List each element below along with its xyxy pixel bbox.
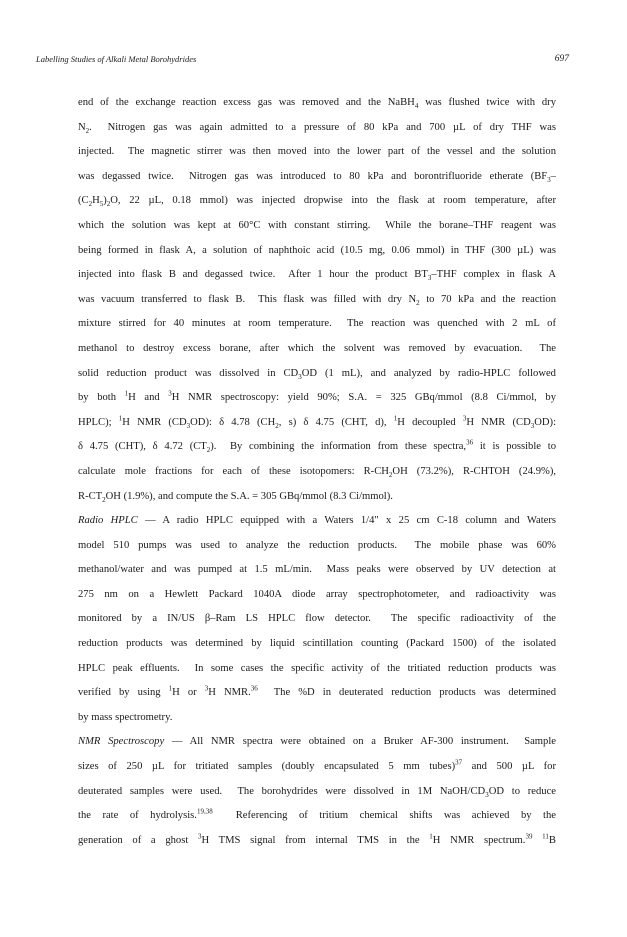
text-line: deuterated samples were used. The borohydrides were dissolved in 1M NaOH/$CD_3OD$ to reduce (78, 785, 556, 799)
text-line: Radio HPLC — A radio HPLC equipped with a Waters 1/4" x 25 cm C-18 column and Waters (78, 515, 556, 527)
text-line: methanol/water and was pumped at 1.5 mL/min. Mass peaks were observed by UV detection at (78, 564, 556, 576)
running-header (36, 54, 569, 68)
running-title: Labelling Studies of Alkali Metal Borohydrides (36, 54, 197, 64)
text-line: HPLC); $^1$H NMR $(CD_3OD)$: δ 4.78 ($CH_2$, s) δ 4.75 (CHT, d), $^1$H decoupled $^3$H NMR $(CD_3OD)$: (78, 414, 556, 430)
text-line: methanol to destroy excess borane, after which the solvent was removed by evacuation. The (78, 342, 556, 354)
text-line: end of the exchange reaction excess gas was removed and the NaBH$_4$ was flushed twice with dry (78, 97, 556, 111)
page-number: 697 (554, 54, 569, 64)
text-line: NMR Spectroscopy — All NMR spectra were obtained on a Bruker AF-300 instrument. Sample (78, 736, 556, 748)
text-line: $R-CT_2OH$ (1.9%), and compute the S.A. = 305 GBq/mmol (8.3 Ci/mmol). (78, 490, 393, 504)
text-line: was degassed twice. Nitrogen gas was introduced to 80 kPa and borontrifluoride etherate ($BF_3-$ (78, 170, 556, 184)
text-line: being formed in flask A, a solution of naphthoic acid (10.5 mg, 0.06 mmol) in THF (300 µL) was (78, 244, 556, 256)
text-line: reduction products was determined by liquid scintillation counting (Packard 1500) of the isolated (78, 638, 556, 650)
text-line: calculate mole fractions for each of these isotopomers: $R-CH_2OH$ (73.2%), R-CHTOH (24.9%), (78, 465, 556, 480)
text-line: mixture stirred for 40 minutes at room temperature. The reaction was quenched with 2 mL of (78, 318, 556, 330)
text-line: $(C_2H_5)_2O$, 22 µL, 0.18 mmol) was injected dropwise into the flask at room temperature, after (78, 195, 556, 209)
text-line: 275 nm on a Hewlett Packard 1040A diode array spectrophotometer, and radioactivity was (78, 588, 556, 600)
text-line: which the solution was kept at 60°C with constant stirring. While the borane–THF reagent was (78, 219, 556, 231)
text-line: the rate of hydrolysis.$^{19,38}$ Referencing of tritium chemical shifts was achieved by the (78, 807, 556, 822)
text-line: sizes of 250 µL for tritiated samples (doubly encapsulated 5 mm tubes)$^{37}$ and 500 µL for (78, 758, 556, 773)
text-line: by both $^1$H and $^3$H NMR spectroscopy: yield 90%; S.A. = 325 GBq/mmol (8.8 Ci/mmol, by (78, 389, 556, 404)
text-line: injected. The magnetic stirrer was then moved into the lower part of the vessel and the solution (78, 146, 556, 158)
text-line: $N_2$. Nitrogen gas was again admitted to a pressure of 80 kPa and 700 µL of dry THF was (78, 121, 556, 135)
text-line: model 510 pumps was used to analyze the reduction products. The mobile phase was 60% (78, 539, 556, 551)
text-line: injected into flask B and degassed twice. After 1 hour the product $BT_3$–THF complex in flask A (78, 269, 556, 283)
body-text (78, 91, 556, 853)
text-line: solid reduction product was dissolved in $CD_3OD$ (1 mL), and analyzed by radio-HPLC followed (78, 367, 556, 381)
text-line: was vacuum transferred to flask B. This flask was filled with dry $N_2$ to 70 kPa and the reaction (78, 293, 556, 307)
text-line: monitored by a IN/US β–Ram LS HPLC flow detector. The specific radioactivity of the (78, 613, 556, 625)
text-line: HPLC peak effluents. In some cases the specific activity of the tritiated reduction products was (78, 662, 556, 674)
text-line: verified by using $^1$H or $^3$H NMR.$^{36}$ The %D in deuterated reduction products was determined (78, 684, 556, 699)
text-line: δ 4.75 (CHT), δ 4.72 $(CT_2)$. By combining the information from these spectra,$^{36}$ it is possible to (78, 438, 556, 455)
text-line: by mass spectrometry. (78, 711, 173, 723)
text-line: generation of a ghost $^3$H TMS signal from internal TMS in the $^1$H NMR spectrum.$^{39}$ $^{11}$B (78, 832, 556, 846)
